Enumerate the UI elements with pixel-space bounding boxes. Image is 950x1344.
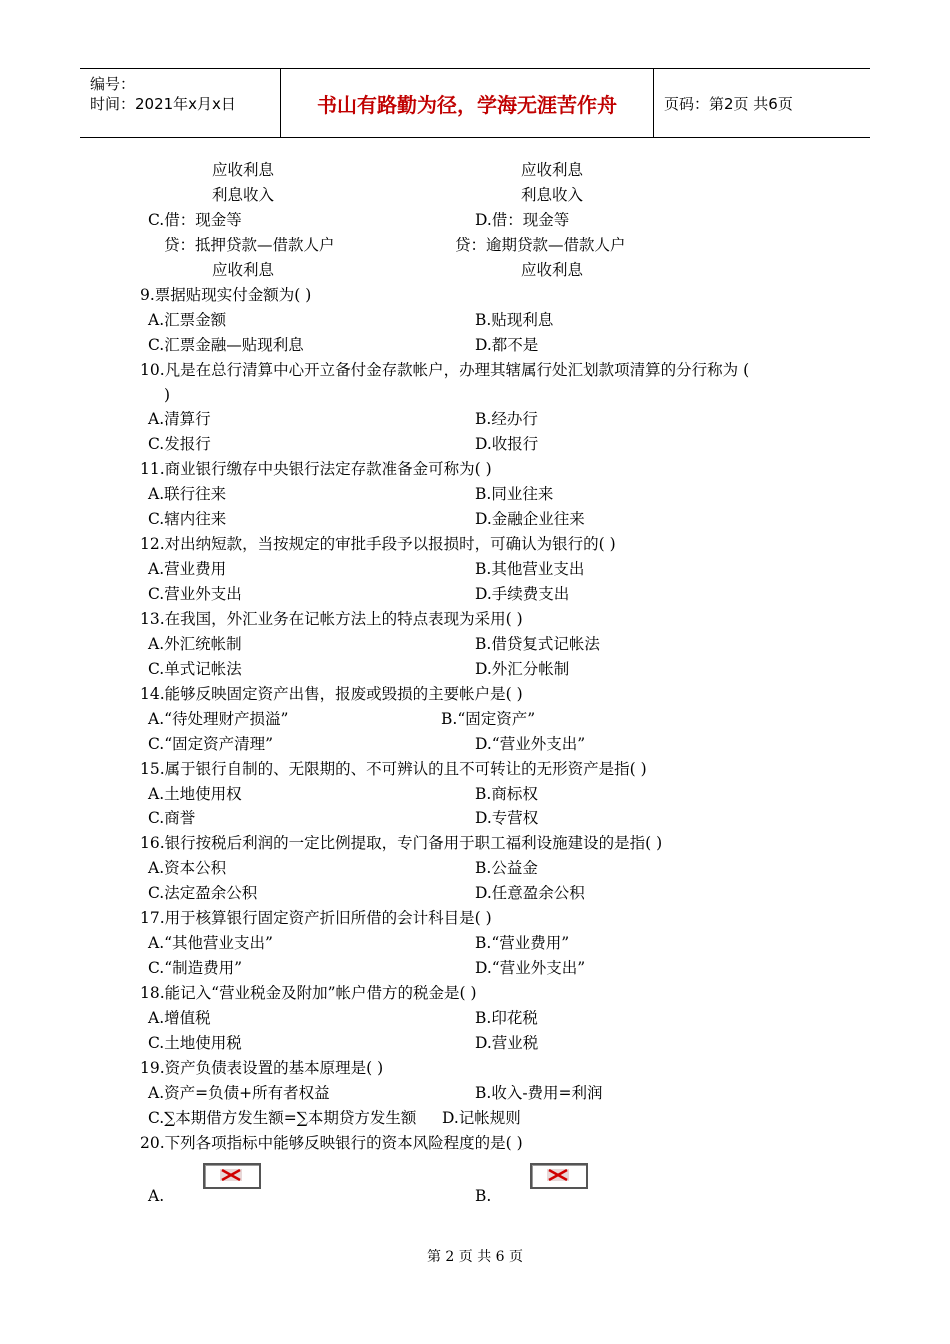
option-b: B. (475, 1187, 492, 1205)
option-d: D.“营业外支出” (475, 735, 586, 753)
header-meta (80, 69, 281, 137)
option-b: B.经办行 (475, 410, 538, 428)
option-d: D.“营业外支出” (475, 959, 586, 977)
option-d: D.记帐规则 (442, 1109, 521, 1127)
option-b: B.同业往来 (475, 485, 554, 503)
option-b: B.“固定资产” (441, 710, 536, 728)
option-line: 应收利息 (212, 261, 275, 279)
question-text: 20.下列各项指标中能够反映银行的资本风险程度的是( ) (140, 1134, 523, 1152)
option-line: 利息收入 (521, 186, 584, 204)
question-text: 16.银行按税后利润的一定比例提取，专门备用于职工福利设施建设的是指( ) (140, 834, 663, 852)
question-text: 11.商业银行缴存中央银行法定存款准备金可称为( ) (140, 460, 492, 478)
question-text: 19.资产负债表设置的基本原理是( ) (140, 1059, 384, 1077)
option-b: B.借贷复式记帐法 (475, 635, 600, 653)
broken-image-x-icon (220, 1169, 242, 1181)
time-label: 时间：2021年x月x日 (90, 95, 236, 113)
option-d: D.手续费支出 (475, 585, 570, 603)
option-line: 利息收入 (212, 186, 275, 204)
question-text-cont: ) (164, 386, 171, 404)
option-b: B.“营业费用” (475, 934, 570, 952)
question-text: 9.票据贴现实付金额为( ) (140, 286, 312, 304)
option-b: B.贴现利息 (475, 311, 554, 329)
option-c: C.营业外支出 (148, 585, 242, 603)
option-line: C.借：现金等 (148, 211, 242, 229)
option-a: A.增值税 (148, 1009, 211, 1027)
option-a: A.“待处理财产损溢” (148, 710, 289, 728)
option-c: C.商誉 (148, 809, 196, 827)
option-c: C.辖内往来 (148, 510, 227, 528)
option-a: A.资产=负债+所有者权益 (148, 1084, 330, 1102)
number-label: 编号： (90, 75, 136, 93)
option-a: A.“其他营业支出” (148, 934, 273, 952)
option-line: 贷：逾期贷款—借款人户 (455, 236, 626, 254)
option-c: C.“固定资产清理” (148, 735, 274, 753)
question-text: 13.在我国，外汇业务在记帐方法上的特点表现为采用( ) (140, 610, 523, 628)
page-header (80, 68, 870, 138)
header-motto: 书山有路勤为径，学海无涯苦作舟 (281, 69, 654, 137)
option-c: C.单式记帐法 (148, 660, 242, 678)
broken-image-x-icon (547, 1169, 569, 1181)
option-d: D.收报行 (475, 435, 539, 453)
option-a: A.土地使用权 (148, 785, 242, 803)
question-text: 12.对出纳短款，当按规定的审批手段予以报损时，可确认为银行的( ) (140, 535, 616, 553)
option-a: A.资本公积 (148, 859, 227, 877)
question-text: 17.用于核算银行固定资产折旧所借的会计科目是( ) (140, 909, 492, 927)
option-a: A.清算行 (148, 410, 211, 428)
option-line: 应收利息 (521, 261, 584, 279)
option-line: D.借：现金等 (475, 211, 570, 229)
option-line: 应收利息 (212, 161, 275, 179)
option-c: C.∑本期借方发生额=∑本期贷方发生额 (148, 1109, 417, 1127)
page-footer: 第 2 页 共 6 页 (426, 1249, 524, 1265)
option-a: A.营业费用 (148, 560, 227, 578)
broken-image-icon (530, 1163, 588, 1189)
option-a: A.外汇统帐制 (148, 635, 242, 653)
option-d: D.营业税 (475, 1034, 539, 1052)
question-text: 15.属于银行自制的、无限期的、不可辨认的且不可转让的无形资产是指( ) (140, 760, 647, 778)
option-d: D.任意盈余公积 (475, 884, 585, 902)
option-b: B.其他营业支出 (475, 560, 585, 578)
option-b: B.印花税 (475, 1009, 538, 1027)
option-c: C.土地使用税 (148, 1034, 242, 1052)
option-b: B.商标权 (475, 785, 538, 803)
question-text: 10.凡是在总行清算中心开立备付金存款帐户，办理其辖属行处汇划款项清算的分行称为 ( (140, 361, 750, 379)
option-d: D.都不是 (475, 336, 539, 354)
option-c: C.汇票金融—贴现利息 (148, 336, 304, 354)
option-c: C.法定盈余公积 (148, 884, 258, 902)
option-b: B.收入-费用=利润 (475, 1084, 603, 1102)
option-d: D.外汇分帐制 (475, 660, 570, 678)
option-a: A. (148, 1187, 165, 1205)
broken-image-icon (203, 1163, 261, 1189)
option-c: C.“制造费用” (148, 959, 243, 977)
option-d: D.金融企业往来 (475, 510, 585, 528)
question-text: 14.能够反映固定资产出售，报废或毁损的主要帐户是( ) (140, 685, 523, 703)
option-b: B.公益金 (475, 859, 538, 877)
option-a: A.汇票金额 (148, 311, 227, 329)
option-line: 贷：抵押贷款—借款人户 (164, 236, 335, 254)
option-d: D.专营权 (475, 809, 539, 827)
option-a: A.联行往来 (148, 485, 227, 503)
question-text: 18.能记入“营业税金及附加”帐户借方的税金是( ) (140, 984, 477, 1002)
option-c: C.发报行 (148, 435, 211, 453)
option-line: 应收利息 (521, 161, 584, 179)
header-page-info: 页码：第2页 共6页 (664, 94, 793, 113)
